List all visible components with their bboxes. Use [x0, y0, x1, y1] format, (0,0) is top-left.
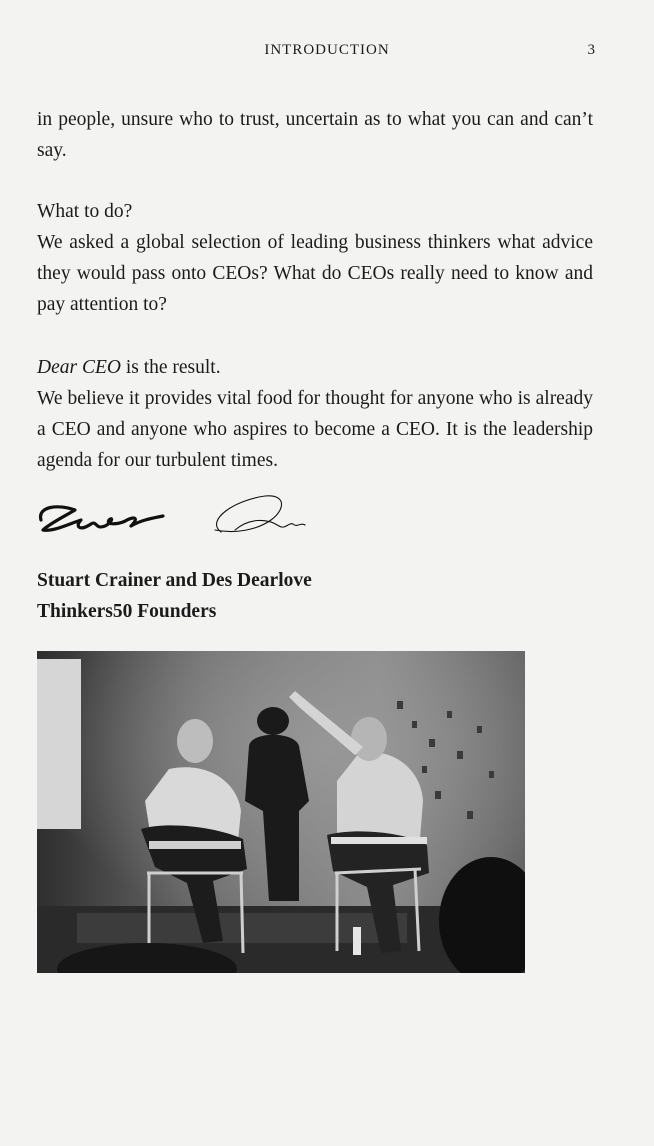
paragraph-text: We asked a global selection of leading business thinkers what advice they would pass onto CEOs? What do CEOs really need to know and pay attention to? — [37, 232, 593, 315]
signature-stroke — [235, 520, 305, 530]
signature-block — [37, 565, 437, 627]
paragraph-what-to-do — [37, 196, 593, 320]
stage-photo — [37, 651, 525, 973]
paragraph-question: What to do? — [37, 201, 133, 222]
paragraph-lead — [37, 352, 593, 383]
photo-screen — [37, 659, 81, 829]
photo-scene — [37, 651, 525, 973]
paragraph-text: in people, unsure who to trust, uncertain as to what you can and can’t say. — [37, 109, 593, 161]
page-number: 3 — [587, 42, 596, 58]
author-names: Stuart Crainer and Des Dearlove — [37, 570, 312, 591]
signature-drawing — [35, 490, 315, 550]
photo-bottle — [353, 927, 361, 955]
paragraph-lead-rest: is the result. — [120, 357, 221, 378]
running-title: INTRODUCTION — [264, 42, 390, 58]
signature-stroke — [41, 507, 163, 531]
book-title-italic: Dear CEO — [37, 357, 121, 378]
handwritten-signatures — [35, 490, 315, 550]
paragraph-continuation — [37, 104, 593, 166]
paragraph-dear-ceo — [37, 352, 593, 476]
paragraph-text: We believe it provides vital food for thought for anyone who is already a CEO and anyone who aspires to become a CEO. It is the leadership agenda for our turbulent times. — [37, 388, 593, 471]
signature-stroke — [215, 496, 282, 532]
author-role: Thinkers50 Founders — [37, 601, 217, 622]
